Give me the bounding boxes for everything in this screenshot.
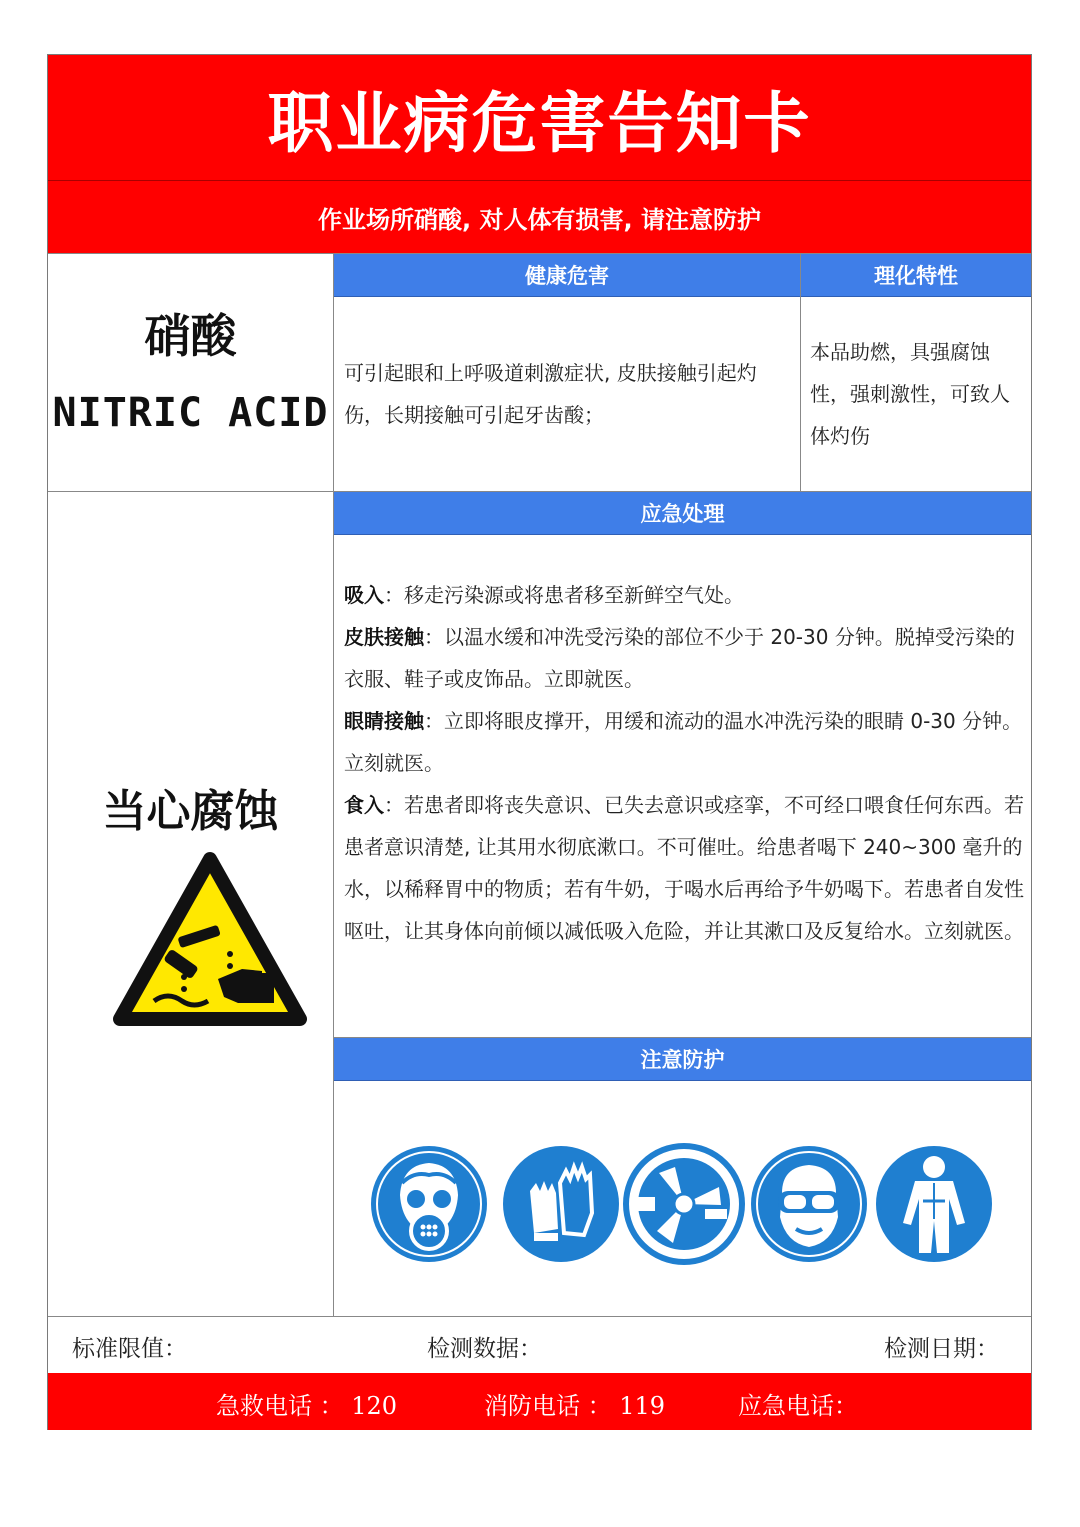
- detection-info-row: [48, 1316, 1031, 1373]
- gas-mask-icon: [368, 1143, 490, 1265]
- warning-text: 当心腐蚀: [102, 786, 279, 837]
- protection-heading: 注意防护: [334, 1038, 1031, 1081]
- divider: [333, 253, 334, 1316]
- fire-phone: 消防电话 ： 119: [484, 1392, 666, 1420]
- ventilation-fan-icon: [623, 1143, 745, 1265]
- corrosion-warning-icon: [112, 851, 308, 1029]
- standard-limit-label: 标准限值：: [72, 1336, 187, 1362]
- hazard-notice-card: [47, 54, 1032, 1430]
- detection-data-label: 检测数据：: [427, 1336, 542, 1362]
- protection-icons: [368, 1143, 1008, 1269]
- emergency-item: 吸入：移走污染源或将患者移至新鲜空气处。: [344, 583, 744, 607]
- emergency-instructions: [344, 574, 1026, 952]
- chemical-name-cn: 硝酸: [144, 309, 237, 363]
- phone-banner: [48, 1373, 1031, 1430]
- properties-text: 本品助燃，具强腐蚀性，强刺激性，可致人体灼伤: [810, 340, 1010, 448]
- chemical-name-en: NITRIC ACID: [52, 390, 329, 436]
- detection-date-label: 检测日期：: [884, 1336, 999, 1362]
- subtitle-banner: 作业场所硝酸, 对人体有损害, 请注意防护: [48, 180, 1031, 253]
- health-hazard-heading: 健康危害: [334, 254, 800, 297]
- properties-heading: 理化特性: [801, 254, 1031, 297]
- emergency-item: 皮肤接触：以温水缓和冲洗受污染的部位不少于 20-30 分钟。脱掉受污染的衣服、鞋子或皮饰品。立即就医。: [344, 625, 1015, 691]
- protective-suit-icon: [873, 1143, 995, 1265]
- emergency-item: 眼睛接触：立即将眼皮撑开，用缓和流动的温水冲洗污染的眼睛 0-30 分钟。立刻就医。: [344, 709, 1023, 775]
- safety-goggles-icon: [748, 1143, 870, 1265]
- first-aid-phone: 急救电话 ： 120: [216, 1392, 398, 1420]
- protective-gloves-icon: [500, 1143, 622, 1265]
- emergency-phone: 应急电话：: [738, 1392, 858, 1420]
- emergency-item: 食入：若患者即将丧失意识、已失去意识或痉挛，不可经口喂食任何东西。若患者意识清楚, 让其用水彻底漱口。不可催吐。给患者喝下 240~300 毫升的水，以稀释胃中的物质；若有牛奶，于喝水后再给予牛奶喝下。若患者自发性呕吐，让其身体向前倾以减低吸入危险，并让其漱口及反复给水。立刻就医。: [344, 793, 1024, 943]
- emergency-heading: 应急处理: [334, 492, 1031, 535]
- page-title: 职业病危害告知卡: [48, 55, 1031, 180]
- health-hazard-text: 可引起眼和上呼吸道刺激症状, 皮肤接触引起灼伤，长期接触可引起牙齿酸；: [344, 361, 757, 427]
